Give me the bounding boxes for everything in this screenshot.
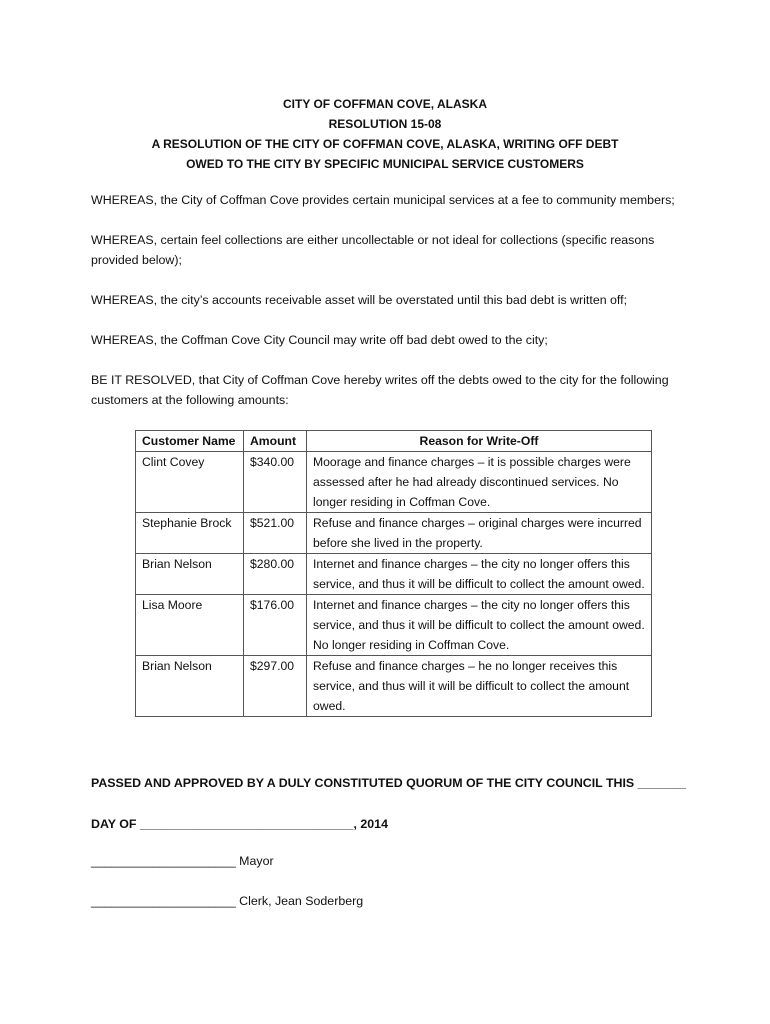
city-name: CITY OF COFFMAN COVE, ALASKA	[283, 97, 487, 111]
document-header	[0, 94, 770, 174]
amount-cell: $176.00	[244, 595, 307, 656]
table-row	[136, 595, 652, 656]
whereas-paragraph-3: WHEREAS, the city’s accounts receivable asset will be overstated until this bad debt is written off;	[91, 293, 628, 307]
table-row	[136, 452, 652, 513]
clerk-signature-line: _____________________ Clerk, Jean Soderberg	[91, 894, 364, 908]
amount-cell: $340.00	[244, 452, 307, 513]
header-customer-name: Customer Name	[136, 431, 244, 452]
amount-cell: $521.00	[244, 513, 307, 554]
customer-name-cell: Lisa Moore	[136, 595, 244, 656]
mayor-signature-line: _____________________ Mayor	[91, 854, 274, 868]
header-amount: Amount	[244, 431, 307, 452]
table-header-row	[136, 431, 652, 452]
customer-name-cell: Clint Covey	[136, 452, 244, 513]
table-row	[136, 656, 652, 717]
table-row	[136, 513, 652, 554]
amount-cell: $297.00	[244, 656, 307, 717]
table-row	[136, 554, 652, 595]
reason-cell: Refuse and finance charges – he no longer receives this service, and thus will it will be difficult to collect the amount owed.	[307, 656, 652, 717]
resolution-title-line-1: A RESOLUTION OF THE CITY OF COFFMAN COVE, ALASKA, WRITING OFF DEBT	[151, 137, 619, 151]
reason-cell: Moorage and finance charges – it is possible charges were assessed after he had already discontinued services. No longer residing in Coffman Cove.	[307, 452, 652, 513]
reason-cell: Internet and finance charges – the city no longer offers this service, and thus it will be difficult to collect the amount owed.	[307, 554, 652, 595]
passed-and-approved-line: PASSED AND APPROVED BY A DULY CONSTITUTED QUORUM OF THE CITY COUNCIL THIS _______	[91, 776, 686, 790]
amount-cell: $280.00	[244, 554, 307, 595]
customer-name-cell: Brian Nelson	[136, 554, 244, 595]
resolution-title-line-2: OWED TO THE CITY BY SPECIFIC MUNICIPAL SERVICE CUSTOMERS	[186, 157, 584, 171]
day-of-line: DAY OF _______________________________, 2014	[91, 817, 388, 831]
customer-name-cell: Stephanie Brock	[136, 513, 244, 554]
header-reason: Reason for Write-Off	[307, 431, 652, 452]
write-off-table	[135, 430, 652, 717]
customer-name-cell: Brian Nelson	[136, 656, 244, 717]
reason-cell: Refuse and finance charges – original charges were incurred before she lived in the property.	[307, 513, 652, 554]
reason-cell: Internet and finance charges – the city no longer offers this service, and thus it will be difficult to collect the amount owed. No longer residing in Coffman Cove.	[307, 595, 652, 656]
resolved-paragraph: BE IT RESOLVED, that City of Coffman Cove hereby writes off the debts owed to the city for the following customers at the following amounts:	[91, 373, 669, 407]
whereas-paragraph-4: WHEREAS, the Coffman Cove City Council may write off bad debt owed to the city;	[91, 333, 548, 347]
whereas-paragraph-2: WHEREAS, certain feel collections are either uncollectable or not ideal for collections (specific reasons provided below);	[91, 233, 655, 267]
resolution-number: RESOLUTION 15-08	[328, 117, 442, 131]
whereas-paragraph-1: WHEREAS, the City of Coffman Cove provides certain municipal services at a fee to community members;	[91, 193, 675, 207]
